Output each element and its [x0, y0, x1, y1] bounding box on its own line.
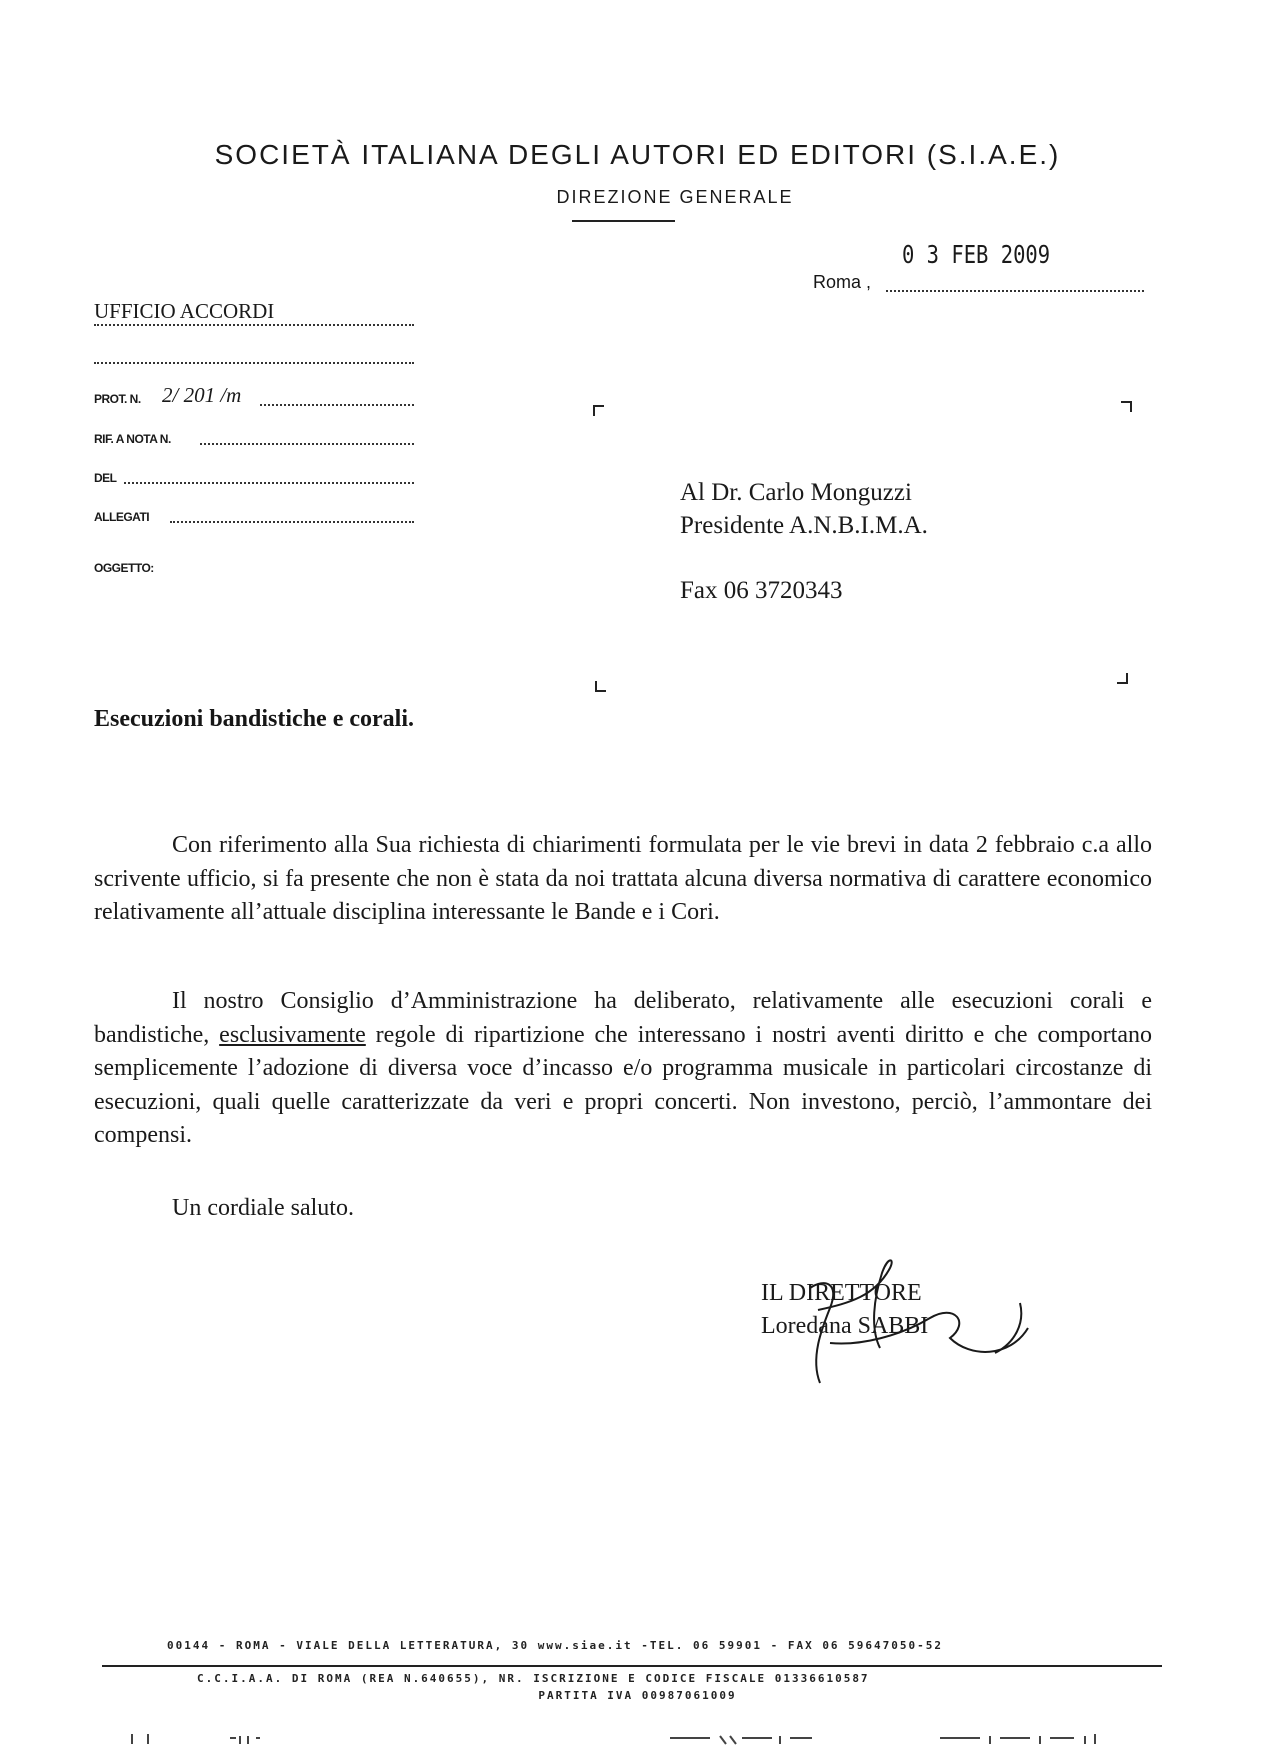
prot-dotted-line [260, 404, 414, 406]
closing-greeting: Un cordiale saluto. [172, 1195, 354, 1221]
office-underline [94, 324, 414, 326]
allegati-label: ALLEGATI [94, 510, 150, 524]
footer-registration: C.C.I.A.A. DI ROMA (REA N.640655), NR. ISCRIZIONE E CODICE FISCALE 01336610587 [197, 1672, 870, 1685]
date-dotted-line [886, 290, 1144, 292]
body-paragraph-2 [94, 985, 1152, 1153]
address-window-corner-bottom-left [595, 680, 607, 692]
del-dotted-line [124, 482, 414, 484]
prot-label: PROT. N. [94, 392, 141, 406]
recipient-title: Presidente A.N.B.I.M.A. [680, 512, 928, 539]
paragraph-2-text-end: regole di ripartizione che interessano i nostri aventi diritto e che comportano semplicemente l’adozione di diversa voce d’incasso e/o programma musicale in particolari circostanze di esecuzioni, quali quelle caratterizzate da veri e propri concerti. Non investono, perciò, l’ammontare dei compensi. [94, 1021, 1152, 1148]
signatory-role: IL DIRETTORE [761, 1280, 922, 1306]
prot-number: 2/ 201 /m [162, 383, 242, 407]
recipient-name: Al Dr. Carlo Monguzzi [680, 479, 912, 506]
underlined-word: esclusivamente [219, 1021, 366, 1048]
address-window-corner-bottom-right [1116, 672, 1128, 684]
subject-line: Esecuzioni bandistiche e corali. [94, 706, 414, 732]
date-stamp: 0 3 FEB 2009 [902, 240, 1051, 269]
department-subtitle: DIREZIONE GENERALE [556, 187, 794, 207]
fax-transmission-strip [130, 1730, 1130, 1746]
paragraph-2-text-start: Il nostro Consiglio d’Amministrazione ha deliberato, relativamente alle esecuzioni corali e bandistiche, [94, 988, 1152, 1048]
header-rule [572, 220, 675, 222]
city-label: Roma , [813, 272, 872, 292]
address-window-corner-top-left [593, 405, 605, 417]
handwritten-signature [770, 1248, 1050, 1388]
rif-label: RIF. A NOTA N. [94, 432, 171, 446]
signatory-name: Loredana SABBI [761, 1313, 929, 1339]
footer-address: 00144 - ROMA - VIALE DELLA LETTERATURA, 30 www.siae.it -TEL. 06 59901 - FAX 06 59647050-52 [167, 1639, 944, 1652]
del-label: DEL [94, 471, 117, 485]
footer-rule [102, 1665, 1162, 1667]
address-window-corner-top-right [1120, 401, 1132, 413]
blank-dotted-line [94, 362, 414, 364]
footer-vat: PARTITA IVA 00987061009 [538, 1689, 737, 1702]
rif-dotted-line [200, 443, 414, 445]
allegati-dotted-line [170, 521, 414, 523]
body-paragraph-1: Con riferimento alla Sua richiesta di chiarimenti formulata per le vie brevi in data 2 febbraio c.a allo scrivente ufficio, si fa presente che non è stata da noi trattata alcuna diversa normativa di carattere economico relativamente all’attuale disciplina interessante le Bande e i Cori. [94, 832, 1152, 925]
recipient-fax: Fax 06 3720343 [680, 577, 843, 604]
oggetto-label: OGGETTO: [94, 561, 154, 575]
office-name: UFFICIO ACCORDI [94, 299, 275, 323]
organization-title: SOCIETÀ ITALIANA DEGLI AUTORI ED EDITORI (S.I.A.E.) [214, 139, 1061, 170]
